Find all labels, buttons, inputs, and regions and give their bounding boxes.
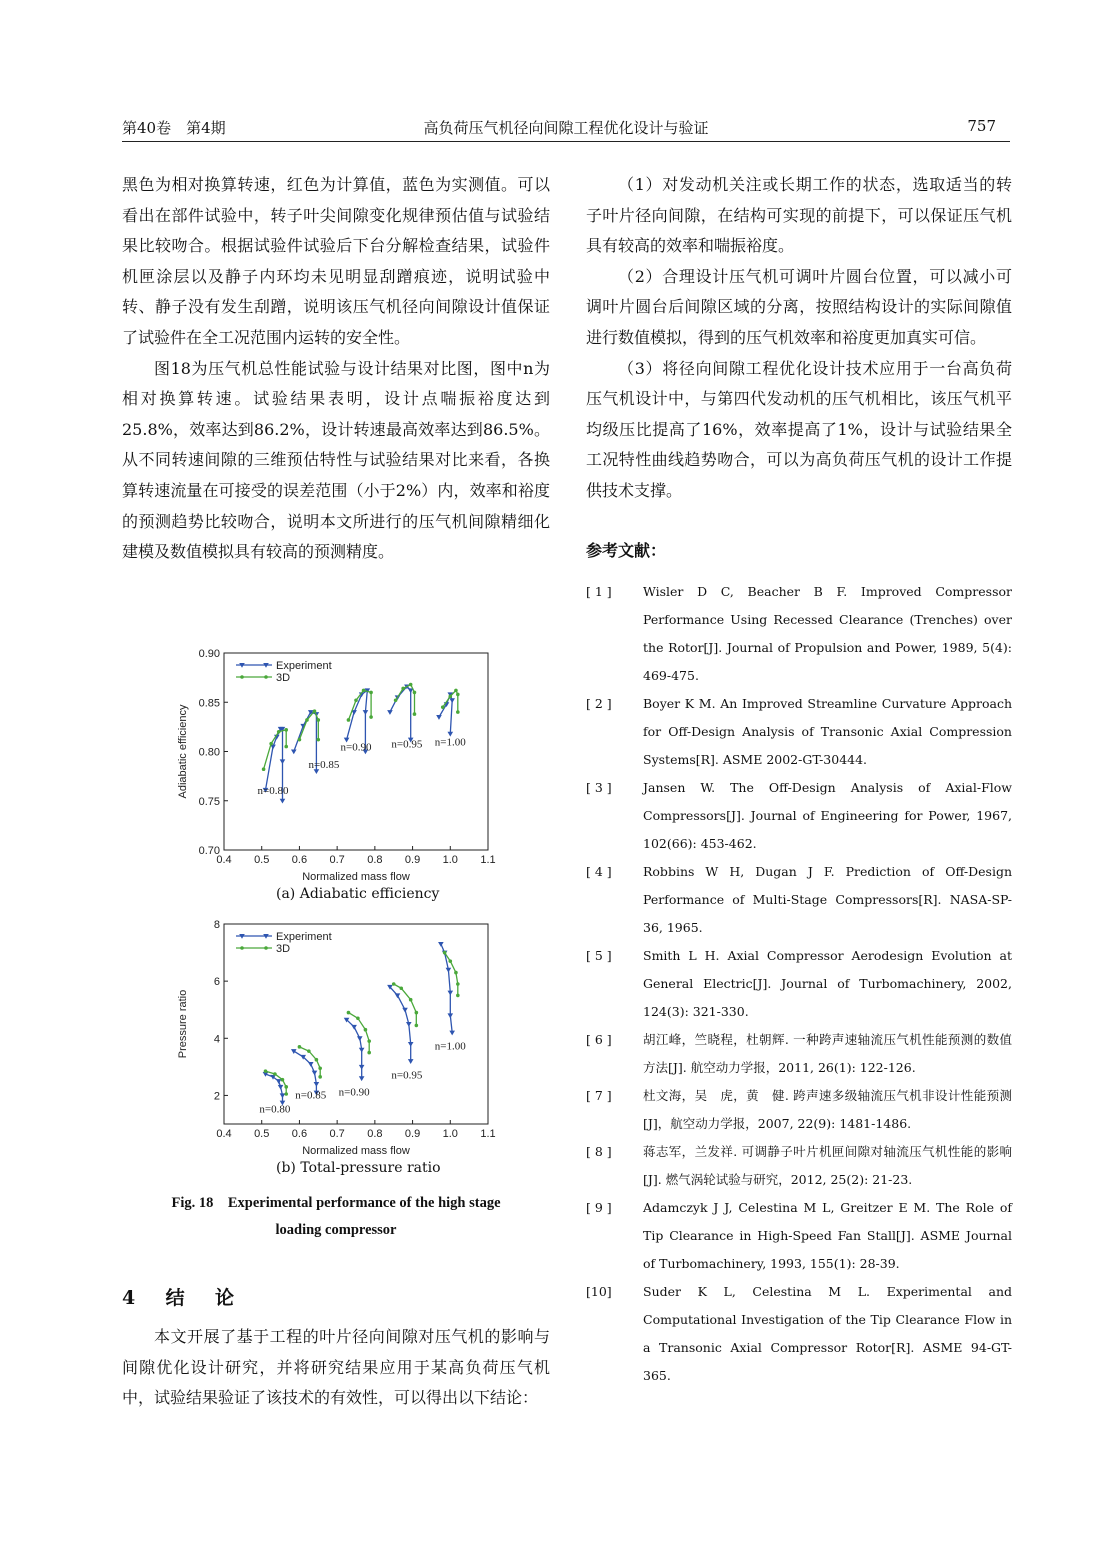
3d-point [298, 738, 302, 742]
x-tick-label: 0.5 [254, 1128, 270, 1140]
speed-label: n=0.80 [257, 784, 289, 797]
experiment-point [446, 968, 452, 973]
reference-item [586, 774, 1012, 858]
reference-item [586, 942, 1012, 1026]
reference-text: Boyer K M. An Improved Streamline Curvature Approach for Off-Design Analysis of Transonic Axial Compression Systems[R]. ASME 2002-GT-30444. [643, 696, 1012, 767]
references-title: 参考文献： [586, 541, 667, 560]
paragraph: （3）将径向间隙工程优化设计技术应用于一台高负荷压气机设计中，与第四代发动机的压气机相比，该压气机平均级压比提高了16%，效率提高了1%，设计与试验结果全工况特性曲线趋势吻合，可以为高负荷压气机的设计工作提供技术支撑。 [586, 358, 1012, 500]
3d-point [269, 742, 273, 746]
3d-point [284, 1085, 288, 1089]
y-tick-label: 0.80 [198, 746, 220, 759]
3d-point [456, 693, 460, 697]
3d-point [318, 1066, 322, 1070]
reference-item [586, 578, 1012, 690]
reference-list [586, 578, 1012, 1390]
reference-number: [ 2 ] [586, 696, 612, 711]
3d-point [454, 689, 458, 693]
3d-point [316, 738, 320, 742]
legend-marker [240, 675, 244, 679]
legend-label: 3D [276, 943, 291, 955]
3d-point [409, 998, 413, 1002]
experiment-point [387, 710, 393, 715]
3d-point [392, 982, 396, 986]
experiment-point [314, 1082, 320, 1087]
3d-point [401, 687, 405, 691]
page-number: 757 [967, 117, 996, 135]
experiment-point [447, 1013, 453, 1018]
subcaption-a: (a) Adiabatic efficiency [276, 886, 440, 902]
running-header [122, 115, 1010, 142]
experiment-point [438, 942, 444, 947]
reference-number: [ 9 ] [586, 1200, 612, 1215]
paragraph: （1）对发动机关注或长期工作的状态，选取适当的转子叶片径向间隙，在结构可实现的前提下，可以保证压气机具有较高的效率和喘振裕度。 [586, 175, 1012, 256]
reference-number: [ 3 ] [586, 780, 612, 795]
x-tick-label: 0.5 [254, 854, 270, 866]
y-axis-title: Adiabatic efficiency [177, 704, 189, 799]
experiment-point [436, 715, 442, 720]
speed-label: n=0.85 [295, 1089, 327, 1102]
3d-point [354, 698, 358, 702]
legend-label: Experiment [276, 931, 332, 943]
series-line-experiment [390, 687, 411, 740]
experiment-point [280, 759, 286, 764]
reference-text: Smith L H. Axial Compressor Aerodesign Evolution at General Electric[J]. Journal of Turbomachinery, 2002, 124(3): 321-330. [643, 948, 1012, 1019]
running-title: 高负荷压气机径向间隙工程优化设计与验证 [423, 119, 709, 137]
x-tick-label: 1.1 [480, 1128, 496, 1140]
speed-label: n=0.80 [259, 1103, 291, 1116]
series-line-experiment [439, 694, 452, 733]
reference-item [586, 690, 1012, 774]
reference-number: [ 7 ] [586, 1088, 612, 1103]
3d-point [315, 1058, 319, 1062]
3d-point [305, 718, 309, 722]
3d-point [409, 683, 413, 687]
x-axis-title: Normalized mass flow [302, 871, 410, 880]
3d-point [364, 1028, 368, 1032]
experiment-point [359, 1076, 365, 1081]
y-tick-label: 8 [213, 919, 220, 931]
3d-point [443, 951, 447, 955]
3d-point [284, 745, 288, 749]
reference-number: [ 1 ] [586, 584, 612, 599]
reference-text: Jansen W. The Off-Design Analysis of Axial-Flow Compressors[J]. Journal of Engineering for Power, 1967, 102(66): 453-462. [643, 780, 1012, 851]
left-column-text [122, 170, 550, 568]
reference-text: Adamczyk J J, Celestina M L, Greitzer E M. The Role of Tip Clearance in High-Speed Fan Stall[J]. ASME Journal of Turbomachinery, 1993, 155(1): 28-39. [643, 1200, 1012, 1271]
3d-point [413, 712, 417, 716]
experiment-point [291, 750, 297, 755]
3d-point [448, 959, 452, 963]
speed-label: n=0.95 [391, 1069, 423, 1082]
experiment-point [449, 698, 455, 703]
speed-label: n=0.90 [340, 741, 372, 754]
3d-point [369, 691, 373, 695]
x-tick-label: 1.0 [442, 854, 458, 866]
x-tick-label: 0.7 [329, 1128, 345, 1140]
series-line-3d [349, 690, 372, 720]
experiment-point [449, 1031, 455, 1036]
reference-number: [ 4 ] [586, 864, 612, 879]
subcaption-b: (b) Total-pressure ratio [276, 1160, 441, 1176]
x-tick-label: 0.7 [329, 854, 345, 866]
experiment-point [280, 799, 286, 804]
paragraph: （2）合理设计压气机可调叶片圆台位置，可以减小可调叶片圆台后间隙区域的分离，按照结构设计的实际间隙值进行数值模拟，得到的压气机效率和裕度更加真实可信。 [586, 266, 1012, 347]
legend-marker [264, 675, 268, 679]
experiment-point [351, 1025, 357, 1030]
speed-label: n=0.95 [391, 738, 423, 751]
speed-label: n=1.00 [434, 1040, 466, 1053]
3d-point [394, 698, 398, 702]
reference-text: 蒋志军，兰发祥. 可调静子叶片机匣间隙对轴流压气机性能的影响[J]. 燃气涡轮试验与研究，2012, 25(2): 21-23. [643, 1144, 1012, 1187]
x-tick-label: 0.4 [216, 1128, 232, 1140]
paragraph: 黑色为相对换算转速，红色为计算值，蓝色为实测值。可以看出在部件试验中，转子叶尖间隙变化规律预估值与试验结果比较吻合。根据试验件试验后下台分解检查结果，试验件机匣涂层以及静子内环均未见明显刮蹭痕迹，说明试验中转、静子没有发生刮蹭，说明该压气机径向间隙设计值保证了试验件在全工况范围内运转的安全性。 [122, 175, 550, 347]
legend-label: Experiment [276, 660, 332, 672]
experiment-point [408, 1059, 414, 1064]
3d-point [413, 691, 417, 695]
reference-text: 杜文海，吴 虎，黄 健. 跨声速多级轴流压气机非设计性能预测[J]，航空动力学报，2007, 22(9): 1481-1486. [643, 1088, 1012, 1131]
paragraph: 图18为压气机总性能试验与设计结果对比图，图中n为相对换算转速。试验结果表明，设计点喘振裕度达到25.8%，效率达到86.2%，设计转速最高效率达到86.5%。从不同转速间隙的三维预估特性与试验结果对比来看，各换算转速流量在可接受的误差范围（小于2%）内，效率和裕度的预测趋势比较吻合，说明本文所进行的压气机间隙精细化建模及数值模拟具有较高的预测精度。 [122, 358, 550, 562]
caption-line: loading compressor [275, 1222, 397, 1238]
experiment-point [280, 1093, 286, 1098]
legend-marker [240, 946, 244, 950]
3d-point [456, 982, 460, 986]
reference-text: Robbins W H, Dugan J F. Prediction of Off-Design Performance of Multi-Stage Compressors[R]. NASA-SP-36, 1965. [643, 864, 1012, 935]
chart-pressure-ratio [160, 910, 520, 1160]
3d-point [316, 718, 320, 722]
experiment-point [312, 1071, 318, 1076]
experiment-point [359, 1065, 365, 1070]
paragraph: 本文开展了基于工程的叶片径向间隙对压气机的影响与间隙优化设计研究，并将研究结果应用于某高负荷压气机中，试验结果验证了该技术的有效性，可以得出以下结论： [122, 1327, 550, 1408]
y-tick-label: 4 [213, 1033, 220, 1046]
series-line-experiment [441, 944, 452, 1033]
x-tick-label: 0.9 [404, 1128, 421, 1140]
y-tick-label: 0.75 [198, 795, 220, 808]
experiment-point [363, 710, 369, 715]
section-heading: 4 结 论 [122, 1287, 240, 1309]
3d-point [298, 1045, 302, 1049]
y-axis-title: Pressure ratio [177, 989, 189, 1059]
experiment-point [359, 1048, 365, 1053]
speed-label: n=0.90 [338, 1086, 370, 1099]
reference-text: Suder K L, Celestina M L. Experimental and Computational Investigation of the Tip Clearance Flow in a Transonic Axial Compressor Rotor[R]. ASME 94-GT-365. [643, 1284, 1012, 1383]
legend-label: 3D [276, 672, 291, 684]
right-column-text [586, 170, 1012, 507]
volume-issue: 第40卷 第4期 [122, 119, 226, 137]
3d-point [448, 695, 452, 699]
3d-point [281, 1078, 285, 1082]
3d-point [284, 1092, 288, 1096]
3d-point [367, 1039, 371, 1043]
x-tick-label: 0.4 [216, 854, 232, 866]
reference-item [586, 1082, 1012, 1138]
y-tick-label: 0.85 [198, 697, 220, 710]
x-tick-label: 0.8 [367, 854, 383, 866]
3d-point [456, 994, 460, 998]
3d-point [277, 730, 281, 734]
3d-point [356, 1016, 360, 1020]
reference-item [586, 1278, 1012, 1390]
speed-label: n=1.00 [434, 736, 466, 749]
x-tick-label: 0.6 [291, 1128, 308, 1140]
caption-line: Fig. 18 Experimental performance of the high stage [171, 1195, 501, 1211]
y-tick-label: 2 [213, 1090, 220, 1103]
experiment-point [308, 1062, 314, 1067]
experiment-point [395, 993, 401, 998]
y-tick-label: 0.90 [198, 648, 220, 660]
experiment-point [278, 1085, 284, 1090]
experiment-point [357, 1036, 363, 1041]
experiment-point [406, 1022, 412, 1027]
reference-item [586, 1026, 1012, 1082]
3d-point [262, 767, 266, 771]
3d-point [264, 1069, 268, 1073]
3d-point [284, 728, 288, 732]
x-tick-label: 0.6 [291, 854, 308, 866]
reference-item [586, 1138, 1012, 1194]
3d-point [369, 715, 373, 719]
3d-point [456, 710, 460, 714]
3d-point [454, 971, 458, 975]
3d-point [399, 986, 403, 990]
reference-number: [ 8 ] [586, 1144, 612, 1159]
3d-point [367, 1051, 371, 1055]
y-tick-label: 0.70 [198, 845, 220, 857]
3d-point [415, 1024, 419, 1028]
x-tick-label: 1.1 [480, 854, 496, 866]
reference-number: [ 6 ] [586, 1032, 612, 1047]
x-tick-label: 0.8 [367, 1128, 383, 1140]
experiment-point [402, 1008, 408, 1013]
3d-point [441, 705, 445, 709]
x-tick-label: 1.0 [442, 1128, 458, 1140]
3d-point [307, 1049, 311, 1053]
y-tick-label: 6 [213, 976, 220, 989]
3d-point [273, 1072, 277, 1076]
conclusion-intro [122, 1322, 550, 1414]
reference-text: Wisler D C, Beacher B F. Improved Compressor Performance Using Recessed Clearance (Trenches) over the Rotor[J]. Journal of Propulsion and Power, 1989, 5(4): 469-475. [643, 584, 1012, 683]
3d-point [347, 1011, 351, 1015]
experiment-point [447, 991, 453, 996]
reference-number: [10] [586, 1284, 612, 1299]
3d-point [362, 689, 366, 693]
experiment-point [276, 1079, 282, 1084]
3d-point [415, 1011, 419, 1015]
3d-point [313, 709, 317, 713]
3d-point [347, 718, 351, 722]
experiment-point [408, 1042, 414, 1047]
chart-adiabatic-efficiency [160, 640, 520, 880]
reference-item [586, 858, 1012, 942]
figure-caption [122, 1190, 550, 1244]
3d-point [318, 1075, 322, 1079]
speed-label: n=0.85 [308, 759, 340, 772]
series-line-3d [394, 984, 417, 1025]
reference-text: 胡江峰，竺晓程，杜朝辉. 一种跨声速轴流压气机性能预测的数值方法[J]. 航空动力学报，2011, 26(1): 122-126. [643, 1032, 1012, 1075]
legend-marker [264, 946, 268, 950]
x-tick-label: 0.9 [404, 854, 421, 866]
x-axis-title: Normalized mass flow [302, 1145, 410, 1157]
reference-number: [ 5 ] [586, 948, 612, 963]
reference-item [586, 1194, 1012, 1278]
